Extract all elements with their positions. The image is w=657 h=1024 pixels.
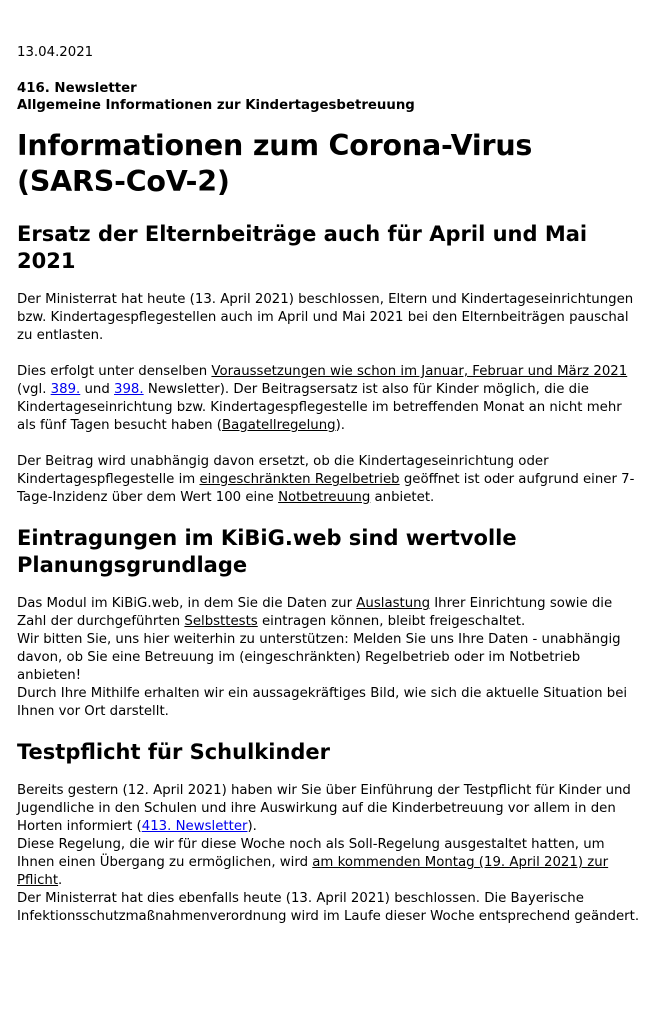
section-heading-testpflicht: Testpflicht für Schulkinder [17,740,331,764]
text-fragment: Ihrer Einrichtung sowie die Zahl der durchgeführten [17,596,613,629]
text-fragment: eintragen können, bleibt freigeschaltet. [257,614,526,629]
text-fragment: Der Ministerrat hat dies ebenfalls heute (13. April 2021) beschlossen. Die Bayerische Infektionsschutzmaßnahmenverordnung wird im Laufe dieser Woche entsprechend geändert. [17,891,640,924]
paragraph-kibig-modul [17,595,640,721]
newsletter-number: 416. Newsletter [17,81,137,96]
text-fragment: ). [247,819,257,834]
section-kibig-web [17,525,640,721]
link-newsletter-398[interactable]: 398. [114,382,144,397]
section-testpflicht [17,739,640,926]
underlined-voraussetzungen: Voraussetzungen wie schon im Januar, Februar und März 2021 [211,364,628,379]
page-title: Informationen zum Corona-Virus (SARS-CoV-2) [17,129,533,198]
text-fragment: . [58,873,63,888]
text-fragment: Bereits gestern (12. April 2021) haben wir Sie über Einführung der Testpflicht für Kinder und Jugendliche in den Schulen und ihre Auswirkung auf die Kinderbetreuung vor allem in den Horten informiert ( [17,783,631,834]
text-fragment: geöffnet ist oder aufgrund einer 7-Tage-Inzidenz über dem Wert 100 eine [17,472,635,505]
underlined-regelbetrieb: eingeschränkten Regelbetrieb [199,472,400,487]
text-fragment: ). [335,418,346,433]
link-newsletter-413[interactable]: 413. Newsletter [141,819,248,834]
paragraph-voraussetzungen [17,363,640,435]
text-fragment: Newsletter). Der Beitragsersatz ist also für Kinder möglich, die die Kindertageseinrichtung bzw. Kindertagespflegestelle im betreffenden Monat an nicht mehr als fünf Tagen besucht haben ( [17,382,622,433]
paragraph-testpflicht [17,782,640,926]
text-fragment: Wir bitten Sie, uns hier weiterhin zu unterstützen: Melden Sie uns Ihre Daten - unabhängig davon, ob Sie eine Betreuung im (eingeschränkten) Regelbetrieb oder im Notbetrieb anbieten! [17,632,621,683]
link-newsletter-389[interactable]: 389. [50,382,81,397]
paragraph-beitrag [17,453,640,507]
text-fragment: Diese Regelung, die wir für diese Woche noch als Soll-Regelung ausgestaltet hatten, um Ihnen einen Übergang zu ermöglichen, wird [17,837,605,870]
newsletter-subtitle: Allgemeine Informationen zur Kindertagesbetreuung [17,98,415,113]
text-fragment: Das Modul im KiBiG.web, in dem Sie die Daten zur [17,596,357,611]
section-elternbeitraege [17,221,640,507]
underlined-selbsttests: Selbsttests [184,614,258,629]
text-fragment: anbietet. [370,490,435,505]
text-fragment: (vgl. [17,382,51,397]
text-fragment: und [80,382,115,397]
section-heading-elternbeitraege: Ersatz der Elternbeiträge auch für April und Mai 2021 [17,222,588,273]
underlined-bagatellregelung: Bagatellregelung [221,418,336,433]
paragraph-ministerrat: Der Ministerrat hat heute (13. April 2021) beschlossen, Eltern und Kindertageseinrichtungen bzw. Kindertagespflegestellen auch im April und Mai 2021 bei den Elternbeiträgen pauschal zu entlasten. [17,292,634,343]
underlined-notbetreuung: Notbetreuung [278,490,371,505]
section-heading-kibig-web: Eintragungen im KiBiG.web sind wertvolle Planungsgrundlage [17,526,517,577]
newsletter-date: 13.04.2021 [17,45,94,60]
underlined-auslastung: Auslastung [356,596,431,611]
underlined-pflicht-datum: am kommenden Montag (19. April 2021) zur Pflicht [17,855,609,888]
text-fragment: Der Beitrag wird unabhängig davon ersetzt, ob die Kindertageseinrichtung oder Kindertagespflegestelle im [17,454,549,487]
text-fragment: Dies erfolgt unter denselben [17,364,212,379]
text-fragment: Durch Ihre Mithilfe erhalten wir ein aussagekräftiges Bild, wie sich die aktuelle Situation bei Ihnen vor Ort darstellt. [17,686,628,719]
